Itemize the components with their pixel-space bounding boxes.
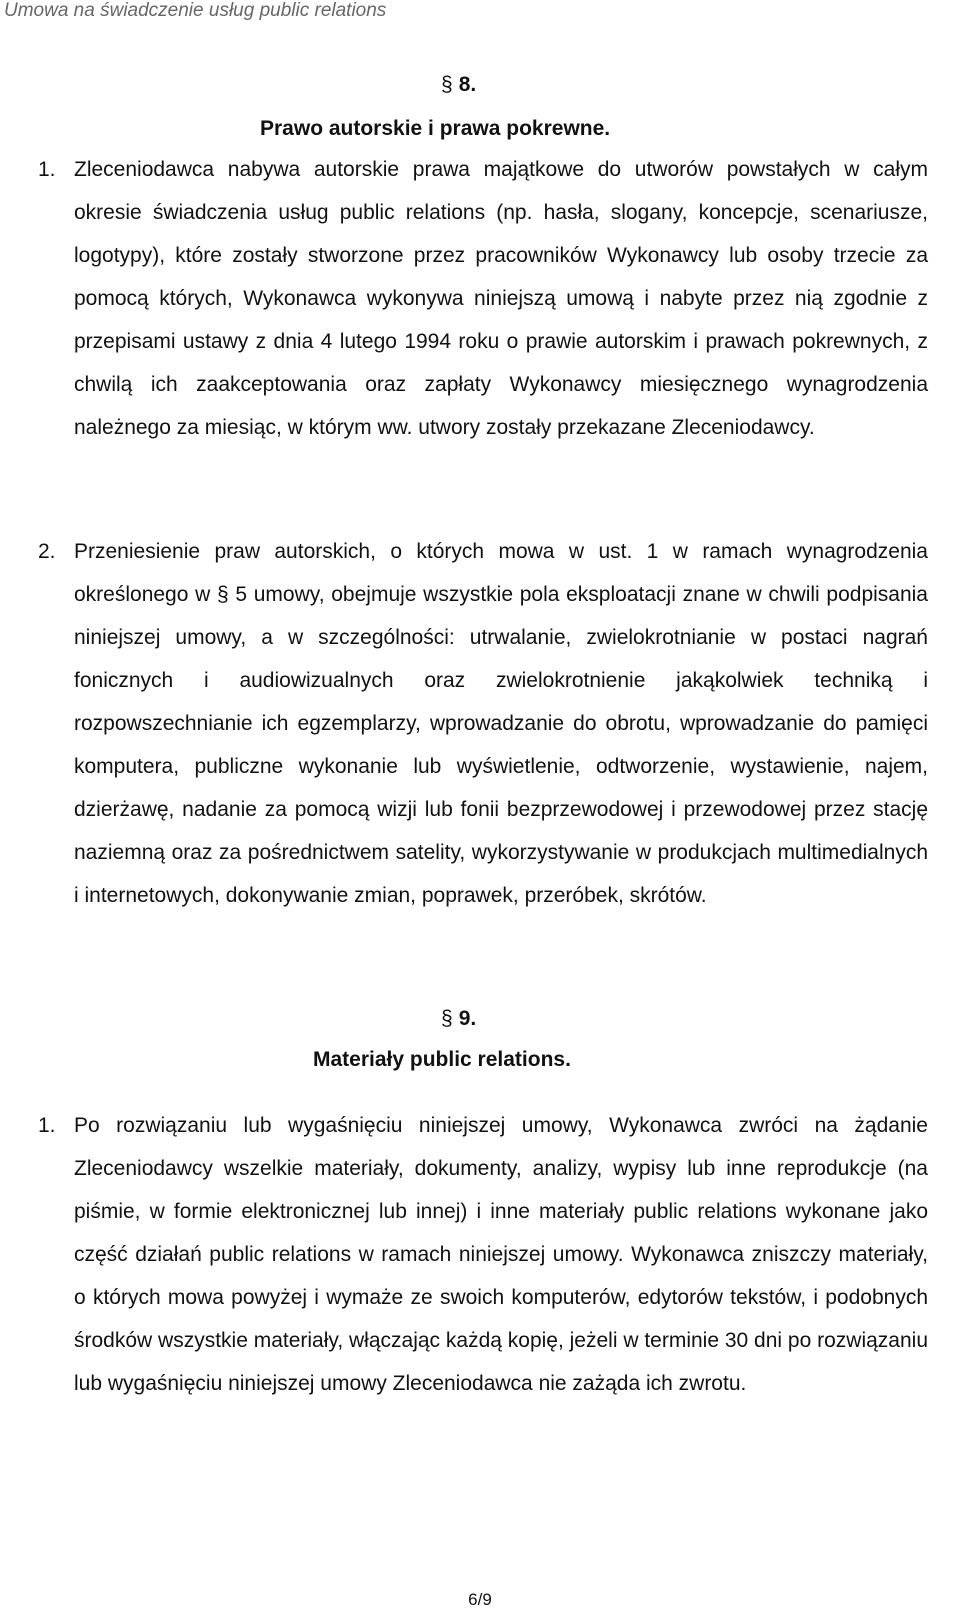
section-8-title: Prawo autorskie i prawa pokrewne. bbox=[260, 117, 611, 140]
paragraph-text: Po rozwiązaniu lub wygaśnięciu niniejszej umowy, Wykonawca zwróci na żądanie Zleceniodawcy wszelkie materiały, dokumenty, analizy, wypisy lub inne reprodukcje (na piśmie, w formie elektronicznej lub innej) i inne materiały public relations wykonane jako część działań public relations w ramach niniejszej umowy. Wykonawca zniszczy materiały, o których mowa powyżej i wymaże ze swoich komputerów, edytorów tekstów, i podobnych środków wszystkie materiały, włączając każdą kopię, jeżeli w terminie 30 dni po rozwiązaniu lub wygaśnięciu niniejszej umowy Zleceniodawca nie zażąda ich zwrotu. bbox=[74, 1114, 928, 1395]
section-symbol: § bbox=[441, 73, 453, 96]
running-header: Umowa na świadczenie usług public relations bbox=[4, 0, 387, 21]
section-8-paragraph-2 bbox=[38, 530, 928, 990]
paragraph-number: 1. bbox=[38, 1114, 56, 1137]
page-number: 6/9 bbox=[468, 1590, 492, 1609]
paragraph-text: Zleceniodawca nabywa autorskie prawa majątkowe do utworów powstałych w całym okresie świadczenia usług public relations (np. hasła, slogany, koncepcje, scenariusze, logotypy), które zostały stworzone przez pracowników Wykonawcy lub osoby trzecie za pomocą których, Wykonawca wykonywa niniejszą umową i nabyte przez nią zgodnie z przepisami ustawy z dnia 4 lutego 1994 roku o prawie autorskim i prawach pokrewnych, z chwilą ich zaakceptowania oraz zapłaty Wykonawcy miesięcznego wynagrodzenia należnego za miesiąc, w którym ww. utwory zostały przekazane Zleceniodawcy. bbox=[74, 158, 928, 439]
paragraph-number: 2. bbox=[38, 540, 56, 563]
paragraph-text: Przeniesienie praw autorskich, o których mowa w ust. 1 w ramach wynagrodzenia określonego w § 5 umowy, obejmuje wszystkie pola eksploatacji znane w chwili podpisania niniejszej umowy, a w szczególności: utrwalanie, zwielokrotnianie w postaci nagrań fonicznych i audiowizualnych oraz zwielokrotnienie jakąkolwiek techniką i rozpowszechnianie ich egzemplarzy, wprowadzanie do obrotu, wprowadzanie do pamięci komputera, publiczne wykonanie lub wyświetlenie, odtworzenie, wystawienie, najem, dzierżawę, nadanie za pomocą wizji lub fonii bezprzewodowej i przewodowej przez stację naziemną oraz za pośrednictwem satelity, wykorzystywanie w produkcjach multimedialnych i internetowych, dokonywanie zmian, poprawek, przeróbek, skrótów. bbox=[74, 540, 928, 907]
section-8-paragraph-1 bbox=[38, 148, 928, 524]
section-9-paragraph-1 bbox=[38, 1104, 928, 1494]
section-number: 9. bbox=[458, 1007, 477, 1030]
section-8-heading bbox=[441, 73, 476, 97]
section-9-title: Materiały public relations. bbox=[313, 1048, 571, 1071]
section-number: 8. bbox=[458, 73, 477, 96]
paragraph-number: 1. bbox=[38, 158, 56, 181]
section-symbol: § bbox=[441, 1007, 453, 1030]
section-9-heading bbox=[441, 1007, 476, 1031]
